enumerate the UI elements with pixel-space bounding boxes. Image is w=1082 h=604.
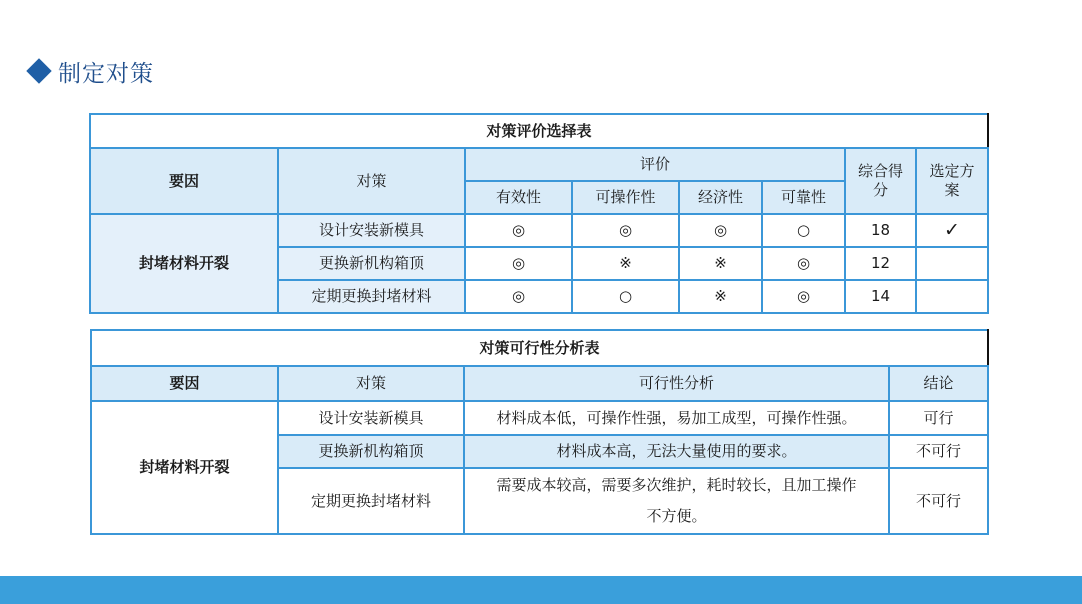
header-select-line2: 案 (944, 181, 960, 199)
header-measure: 对策 (278, 366, 464, 401)
operability-mark: ◎ (572, 214, 679, 247)
analysis-cell: 材料成本高，无法大量使用的要求。 (464, 435, 889, 468)
reliability-mark: ◎ (762, 247, 845, 280)
effectiveness-mark: ◎ (465, 214, 572, 247)
effectiveness-mark: ◎ (465, 247, 572, 280)
measure-cell: 更换新机构箱顶 (278, 247, 465, 280)
selected-check-icon: ✓ (916, 214, 988, 247)
header-measure: 对策 (278, 148, 465, 214)
measure-cell: 定期更换封堵材料 (278, 280, 465, 313)
measure-cell: 定期更换封堵材料 (278, 468, 464, 534)
header-conclusion: 结论 (889, 366, 988, 401)
header-reliability: 可靠性 (762, 181, 845, 214)
reliability-mark: ◎ (762, 280, 845, 313)
economy-mark: ※ (679, 280, 762, 313)
analysis-line: 需要成本较高，需要多次维护，耗时较长，且加工操作 (496, 476, 857, 494)
score-cell: 14 (845, 280, 916, 313)
selected-cell (916, 247, 988, 280)
cause-cell: 封堵材料开裂 (90, 214, 278, 313)
conclusion-cell: 不可行 (889, 468, 988, 534)
conclusion-cell: 可行 (889, 401, 988, 435)
header-effectiveness: 有效性 (465, 181, 572, 214)
feasibility-table-title: 对策可行性分析表 (91, 330, 988, 366)
header-select (916, 148, 988, 214)
diamond-bullet-icon (26, 58, 51, 83)
score-cell: 18 (845, 214, 916, 247)
header-operability: 可操作性 (572, 181, 679, 214)
score-cell: 12 (845, 247, 916, 280)
analysis-line: 不方便。 (646, 507, 707, 525)
selected-cell (916, 280, 988, 313)
header-analysis: 可行性分析 (464, 366, 889, 401)
section-title: 制定对策 (58, 60, 154, 87)
operability-mark: ※ (572, 247, 679, 280)
measure-cell: 设计安装新模具 (278, 214, 465, 247)
economy-mark: ※ (679, 247, 762, 280)
measure-cell: 更换新机构箱顶 (278, 435, 464, 468)
header-score-line2: 分 (872, 181, 888, 199)
header-score-line1: 综合得 (857, 162, 903, 181)
evaluation-table (89, 113, 989, 314)
analysis-cell (464, 468, 889, 534)
effectiveness-mark: ◎ (465, 280, 572, 313)
header-cause: 要因 (90, 148, 278, 214)
economy-mark: ◎ (679, 214, 762, 247)
header-score (845, 148, 916, 214)
section-heading (26, 54, 154, 88)
reliability-mark: ○ (762, 214, 845, 247)
analysis-cell: 材料成本低，可操作性强，易加工成型，可操作性强。 (464, 401, 889, 435)
operability-mark: ○ (572, 280, 679, 313)
header-select-line1: 选定方 (929, 162, 975, 181)
header-evaluation: 评价 (465, 148, 845, 181)
evaluation-table-title: 对策评价选择表 (90, 114, 988, 148)
measure-cell: 设计安装新模具 (278, 401, 464, 435)
header-cause: 要因 (91, 366, 278, 401)
table-row (91, 401, 988, 435)
cause-cell: 封堵材料开裂 (91, 401, 278, 534)
header-economy: 经济性 (679, 181, 762, 214)
conclusion-cell: 不可行 (889, 435, 988, 468)
footer-bar (0, 576, 1082, 604)
feasibility-table (90, 329, 989, 535)
table-row (90, 214, 988, 247)
